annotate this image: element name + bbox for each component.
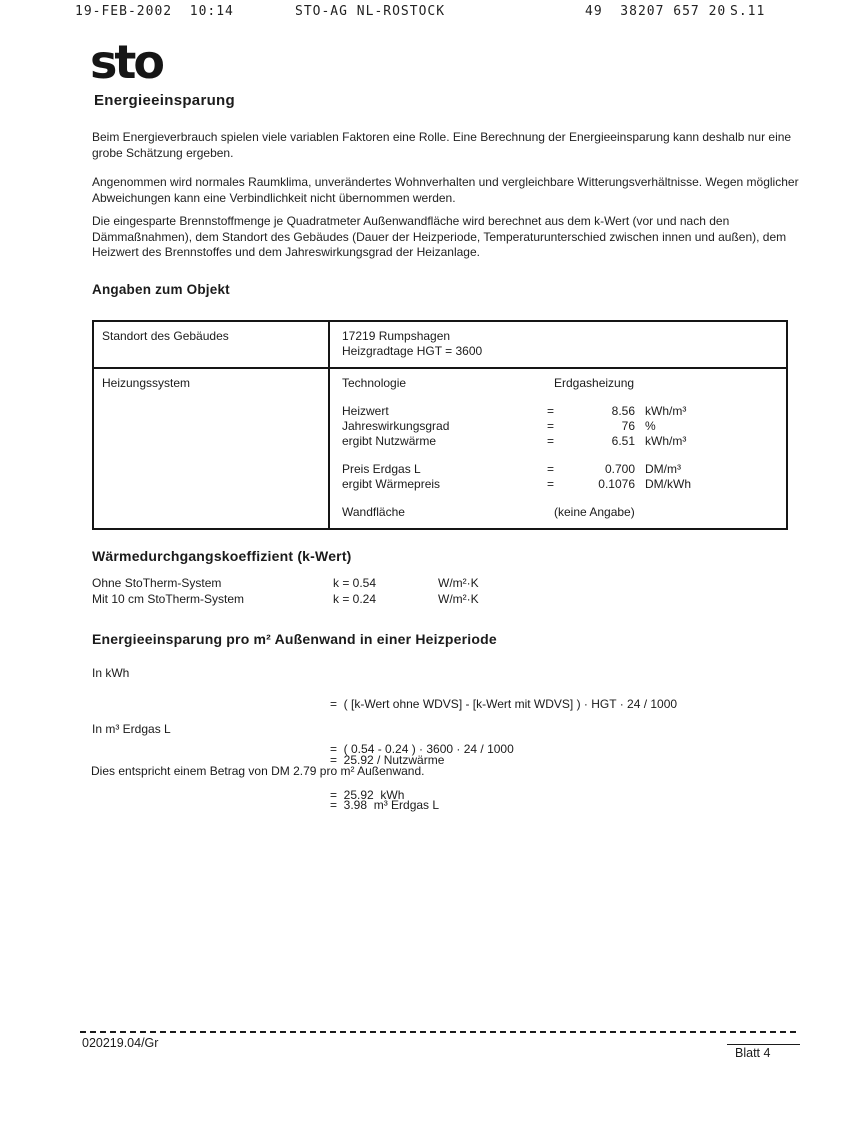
detail-label: Heizwert [342, 404, 389, 418]
detail-unit: DM/kWh [645, 477, 691, 491]
kwert-value: k = 0.24 [333, 591, 377, 606]
object-table [92, 320, 788, 530]
detail-label: ergibt Wärmepreis [342, 477, 441, 491]
technology-label: Technologie [342, 376, 407, 390]
detail-unit: kWh/m³ [645, 434, 687, 448]
heating-detail-row [342, 434, 786, 449]
gas-equation-line: = 3.98 m³ Erdgas L [330, 798, 440, 813]
kwert-rows [92, 576, 592, 607]
table-row-heating [94, 367, 786, 528]
page-title: Energieeinsparung [94, 92, 235, 109]
kwh-equation-line: = ( [k-Wert ohne WDVS] - [k-Wert mit WDVS] ) · HGT · 24 / 1000 [330, 696, 678, 711]
detail-label: Jahreswirkungsgrad [342, 419, 450, 433]
intro-paragraph-1: Beim Energieverbrauch spielen viele variablen Faktoren eine Rolle. Eine Berechnung der Energieeinsparung kann deshalb nur eine grobe Schätzung ergeben. [92, 130, 792, 160]
equals-sign: = [547, 419, 555, 433]
gas-equation-line: = 25.92 / Nutzwärme [330, 752, 445, 767]
kwert-unit: W/m²·K [438, 591, 479, 606]
location-line-2: Heizgradtage HGT = 3600 [342, 344, 483, 358]
object-section-heading: Angaben zum Objekt [92, 282, 230, 297]
equals-sign: = [547, 462, 555, 476]
footer-doc-code: 020219.04/Gr [82, 1036, 159, 1050]
kwert-label: Mit 10 cm StoTherm-System [92, 591, 245, 606]
conclusion-text: Dies entspricht einem Betrag von DM 2.79 pro m² Außenwand. [91, 764, 425, 778]
technology-value: Erdgasheizung [554, 376, 635, 390]
gas-equations [330, 722, 444, 844]
detail-label: ergibt Nutzwärme [342, 434, 437, 448]
savings-section-heading: Energieeinsparung pro m² Außenwand in einer Heizperiode [92, 631, 497, 647]
heating-label: Heizungssystem [94, 369, 330, 528]
heating-value [330, 369, 786, 528]
detail-value: 8.56 [611, 404, 635, 418]
sto-logo: sto [90, 35, 162, 89]
heating-detail-row [342, 477, 786, 492]
footer-sheet-number: Blatt 4 [735, 1046, 771, 1060]
detail-value: 0.700 [604, 462, 635, 476]
kwert-section-heading: Wärmedurchgangskoeffizient (k-Wert) [92, 548, 352, 564]
intro-paragraph-3: Die eingesparte Brennstoffmenge je Quadratmeter Außenwandfläche wird berechnet aus dem k-Wert (vor und nach den Dämmaßnahmen), dem Standort des Gebäudes (Dauer der Heizperiode, Temperaturunterschied zwischen innen und außen), dem Heizwert des Brennstoffes und dem Jahreswirkungsgrad der Heizanlage. [92, 214, 787, 259]
detail-value: 76 [621, 419, 635, 433]
detail-value: 6.51 [611, 434, 635, 448]
footer-rule [80, 1031, 796, 1033]
location-label: Standort des Gebäudes [94, 322, 330, 367]
location-value [330, 322, 786, 367]
kwh-equation-line: = 25.92 kWh [330, 788, 405, 803]
detail-unit: DM/m³ [645, 462, 681, 476]
footer-sheet-rule [727, 1044, 800, 1045]
kwert-label: Ohne StoTherm-System [92, 576, 222, 590]
fax-number: 49 38207 657 20 [585, 4, 727, 19]
heating-detail-row [342, 404, 786, 419]
equals-sign: = [547, 404, 555, 418]
kwh-label: In kWh [92, 666, 130, 680]
fax-page-code: S.11 [730, 4, 766, 19]
detail-unit: kWh/m³ [645, 404, 687, 418]
gas-label: In m³ Erdgas L [92, 722, 171, 736]
heating-detail-row [342, 462, 786, 477]
equals-sign: = [547, 434, 555, 448]
detail-unit: % [645, 419, 656, 433]
wall-area-value: (keine Angabe) [554, 505, 635, 519]
fax-datetime: 19-FEB-2002 10:14 [75, 4, 234, 19]
equals-sign: = [547, 477, 555, 491]
intro-paragraph-2: Angenommen wird normales Raumklima, unverändertes Wohnverhalten und vergleichbare Witterungsverhältnisse. Wegen möglicher Abweichungen kann eine Verbindlichkeit nicht übernommen werden. [92, 175, 799, 205]
kwh-equation-line: = ( 0.54 - 0.24 ) · 3600 · 24 / 1000 [330, 742, 514, 757]
technology-row [342, 376, 786, 391]
kwert-unit: W/m²·K [438, 576, 479, 590]
detail-label: Preis Erdgas L [342, 462, 421, 476]
fax-sender: STO-AG NL-ROSTOCK [295, 4, 446, 19]
detail-value: 0.1076 [598, 477, 635, 491]
location-line-1: 17219 Rumpshagen [342, 329, 451, 343]
table-row-location [94, 322, 786, 367]
kwert-value: k = 0.54 [333, 576, 377, 590]
wall-area-label: Wandfläche [342, 505, 405, 519]
wall-area-row [342, 505, 786, 520]
heating-detail-row [342, 419, 786, 434]
